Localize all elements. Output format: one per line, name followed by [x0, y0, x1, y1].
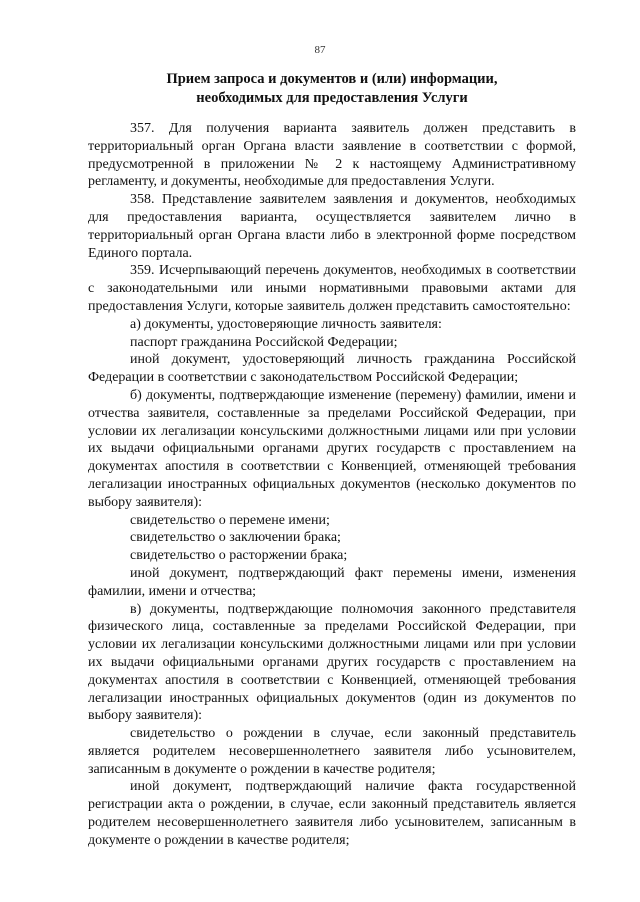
list-item-passport: паспорт гражданина Российской Федерации;	[130, 334, 398, 350]
list-item-name-change-certificate: свидетельство о перемене имени;	[130, 512, 330, 528]
section-title	[88, 70, 576, 108]
paragraph-359: 359. Исчерпывающий перечень документов, необходимых в соответствии с законодательными или иными нормативными правовыми актами для предоставления Услуги, которые заявитель должен представить самостоятельно:	[88, 263, 576, 314]
list-item-divorce-certificate: свидетельство о расторжении брака;	[130, 548, 348, 564]
section-title-line-2: необходимых для предоставления Услуги	[196, 90, 468, 106]
list-item-other-birth-doc: иной документ, подтверждающий наличие факта государственной регистрации акта о рождении, в случае, если законный представитель является родителем несовершеннолетнего заявителя либо усыновителем, записанным в документе о рождении в качестве родителя;	[88, 779, 576, 848]
list-item-b: б) документы, подтверждающие изменение (перемену) фамилии, имени и отчества заявителя, составленные за пределами Российской Федерации, при условии их легализации консульскими должностными лицами или при условии их выдачи официальными органами других государств с проставлением на документах апостиля в соответствии с Конвенцией, отменяющей требования легализации иностранных официальных документов (несколько документов по выбору заявителя):	[88, 387, 576, 510]
list-item-a: а) документы, удостоверяющие личность заявителя:	[130, 316, 442, 332]
list-item-birth-certificate: свидетельство о рождении в случае, если законный представитель является родителем несовершеннолетнего заявителя либо усыновителем, записанным в документе о рождении в качестве родителя;	[88, 726, 576, 777]
list-item-other-id: иной документ, удостоверяющий личность гражданина Российской Федерации в соответствии с законодательством Российской Федерации;	[88, 352, 576, 386]
section-title-line-1: Прием запроса и документов и (или) информации,	[166, 71, 498, 87]
list-item-v: в) документы, подтверждающие полномочия законного представителя физического лица, составленные за пределами Российской Федерации, при условии их легализации консульскими должностными лицами или при условии их выдачи официальными органами других государств с проставлением на документах апостиля в соответствии с Конвенцией, отменяющей требования легализации иностранных официальных документов (один из документов по выбору заявителя):	[88, 601, 576, 724]
list-item-marriage-certificate: свидетельство о заключении брака;	[130, 530, 341, 546]
page-number: 87	[314, 44, 326, 56]
list-item-other-name-change-doc: иной документ, подтверждающий факт перемены имени, изменения фамилии, имени и отчества;	[88, 565, 576, 599]
paragraph-357: 357. Для получения варианта заявитель должен представить в территориальный орган Органа власти заявление в соответствии с формой, предусмотренной в приложении № 2 к настоящему Административному регламенту, и документы, необходимые для предоставления Услуги.	[88, 121, 576, 190]
paragraph-358: 358. Представление заявителем заявления и документов, необходимых для предоставления варианта, осуществляется заявителем лично в территориальный орган Органа власти либо в электронной форме посредством Единого портала.	[88, 192, 576, 261]
document-body	[88, 70, 576, 850]
